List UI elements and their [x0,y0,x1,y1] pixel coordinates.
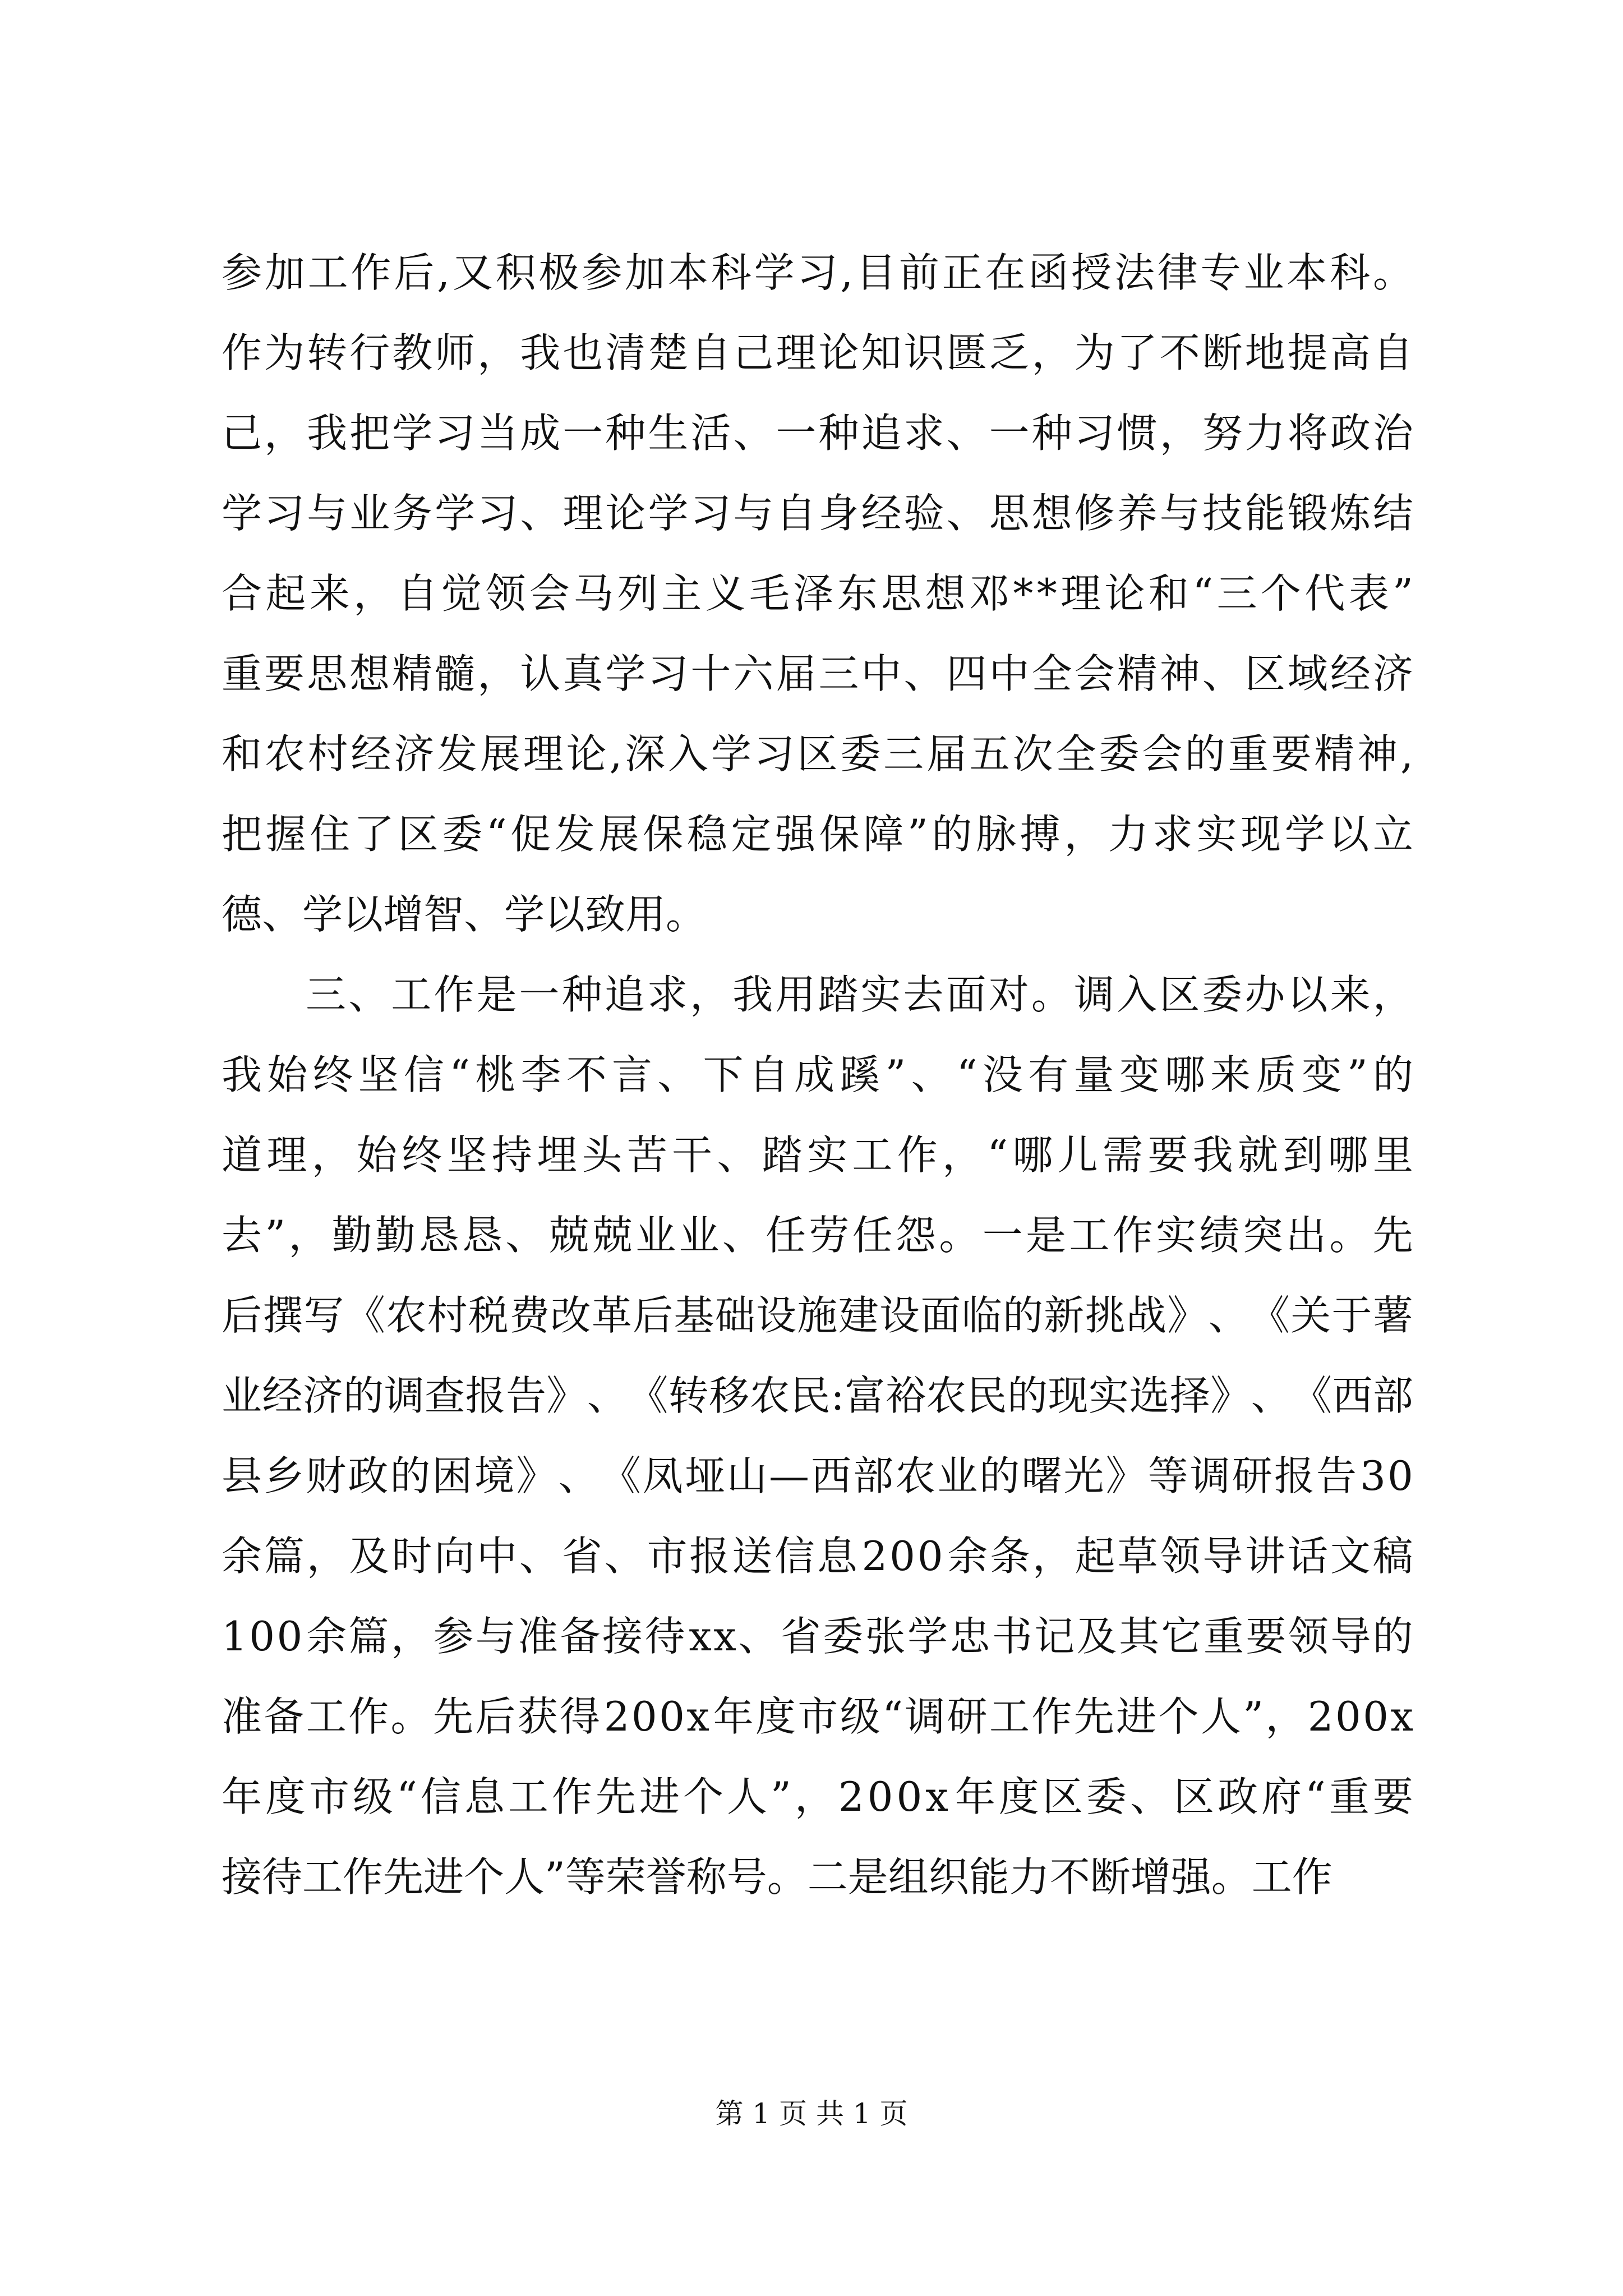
text-line: 和 农 村 经 济 发 展 理 论 , 深 入 学 习 区 委 三 届 五 次 全 委 会 的 重 要 精 神 , [222,730,1413,777]
text-line: 己 ， 我 把 学 习 当 成 一 种 生 活 、 一 种 追 求 、 一 种 习 惯 ， 努 力 将 政 治 [222,409,1413,457]
text-line: 年 度 市 级 “ 信 息 工 作 先 进 个 人 ” ， 2 0 0 x 年 度 区 委 、 区 政 府 “ 重 要 [222,1773,1413,1820]
text-line: 把 握 住 了 区 委 “ 促 发 展 保 稳 定 强 保 障 ” 的 脉 搏 ， 力 求 实 现 学 以 立 [222,811,1413,858]
text-line: 学 习 与 业 务 学 习 、 理 论 学 习 与 自 身 经 验 、 思 想 修 养 与 技 能 锻 炼 结 [222,490,1413,537]
paragraph [222,955,1413,1917]
text-line: 余 篇 ， 及 时 向 中 、 省 、 市 报 送 信 息 2 0 0 余 条 ， 起 草 领 导 讲 话 文 稿 [222,1533,1413,1580]
text-line: 我 始 终 坚 信 “ 桃 李 不 言 、 下 自 成 蹊 ” 、 “ 没 有 量 变 哪 来 质 变 ” 的 [222,1051,1413,1098]
text-line: 后 撰 写 《 农 村 税 费 改 革 后 基 础 设 施 建 设 面 临 的 新 挑 战 》 、 《 关 于 薯 [222,1292,1413,1339]
document-body [222,233,1413,1917]
text-line: 重 要 思 想 精 髓 ， 认 真 学 习 十 六 届 三 中 、 四 中 全 会 精 神 、 区 域 经 济 [222,650,1413,697]
text-line: 德、学以增智、学以致用。 [222,891,707,938]
text-line: 县 乡 财 政 的 困 境 》 、 《 凤 垭 山 — 西 部 农 业 的 曙 光 》 等 调 研 报 告 3 0 [222,1452,1413,1499]
text-line: 作 为 转 行 教 师 ， 我 也 清 楚 自 己 理 论 知 识 匮 乏 ， 为 了 不 断 地 提 高 自 [222,329,1413,376]
text-line: 1 0 0 余 篇 ， 参 与 准 备 接 待 x x 、 省 委 张 学 忠 书 记 及 其 它 重 要 领 导 的 [222,1613,1413,1660]
text-line: 三 、 工 作 是 一 种 追 求 ， 我 用 踏 实 去 面 对 。 调 入 区 委 办 以 来 ， [306,971,1413,1018]
text-line: 接待工作先进个人”等荣誉称号。二是组织能力不断增强。工作 [222,1853,1332,1901]
text-line: 业 经 济 的 调 查 报 告 》 、 《 转 移 农 民 : 富 裕 农 民 的 现 实 选 择 》 、 《 西 部 [222,1372,1413,1419]
text-line: 参 加 工 作 后 , 又 积 极 参 加 本 科 学 习 , 目 前 正 在 函 授 法 律 专 业 本 科 。 [222,249,1413,296]
text-line: 准 备 工 作 。 先 后 获 得 2 0 0 x 年 度 市 级 “ 调 研 工 作 先 进 个 人 ” ， 2 0 0 x [222,1693,1413,1740]
paragraph [222,233,1413,955]
text-line: 合 起 来 ， 自 觉 领 会 马 列 主 义 毛 泽 东 思 想 邓 * * 理 论 和 “ 三 个 代 表 ” [222,570,1413,617]
text-line: 道 理 ， 始 终 坚 持 埋 头 苦 干 、 踏 实 工 作 ， “ 哪 儿 需 要 我 就 到 哪 里 [222,1131,1413,1179]
text-line: 去 ” ， 勤 勤 恳 恳 、 兢 兢 业 业 、 任 劳 任 怨 。 一 是 工 作 实 绩 突 出 。 先 [222,1212,1413,1259]
page-footer: 第 1 页 共 1 页 [715,2097,908,2130]
